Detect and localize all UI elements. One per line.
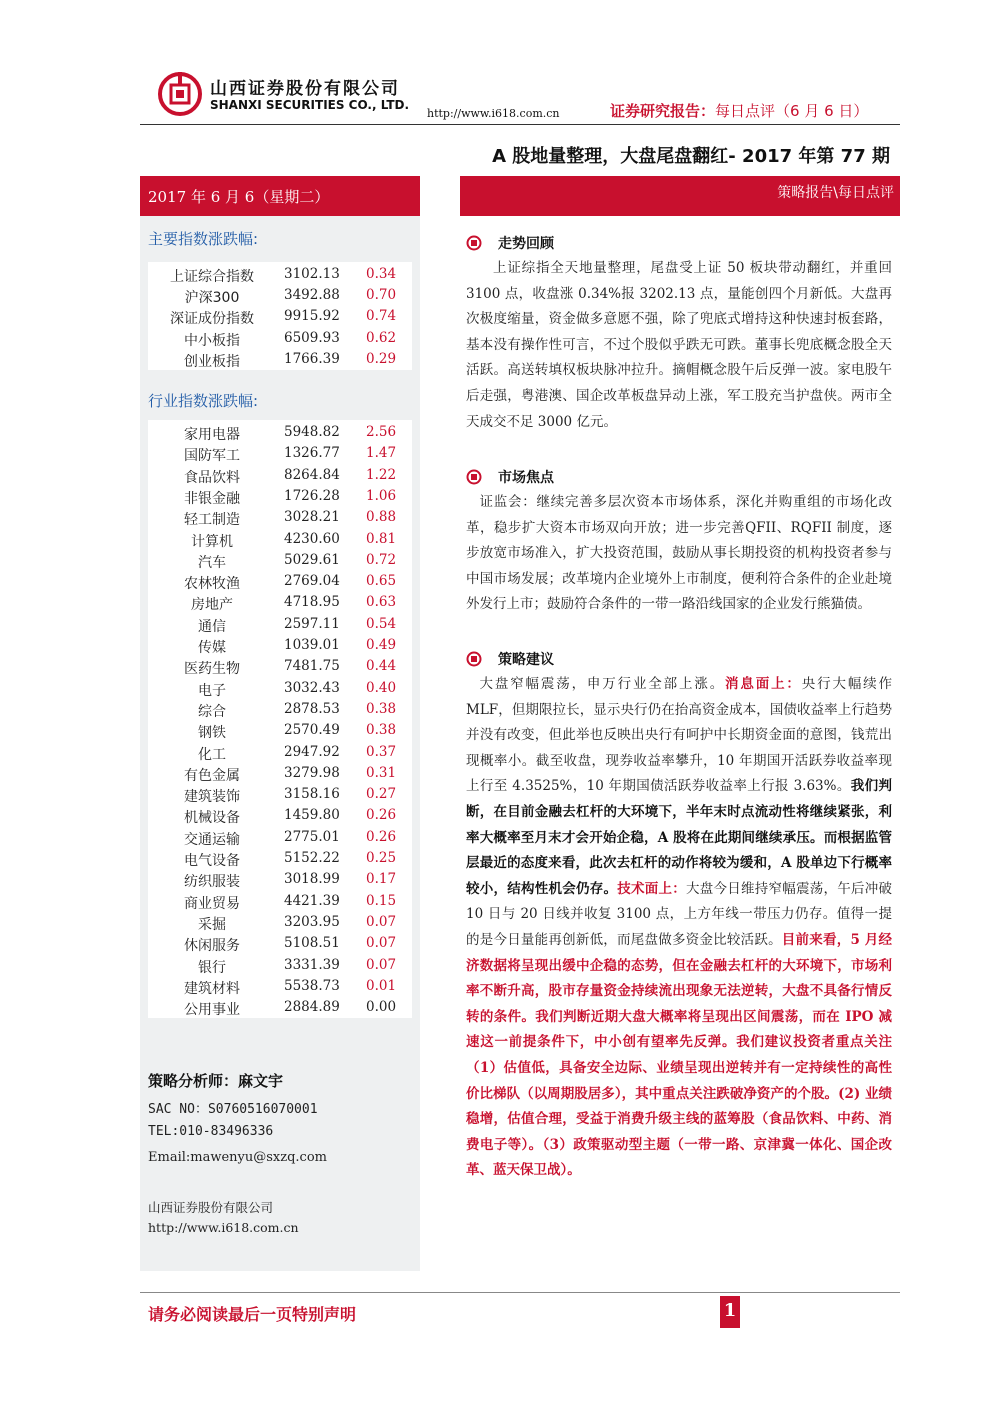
index-name: 沪深300 — [184, 290, 240, 307]
index-value: 1459.80 — [284, 807, 340, 824]
industry-index-label: 行业指数涨跌幅: — [148, 392, 259, 410]
index-name: 计算机 — [191, 533, 233, 550]
section-heading-focus: 市场焦点 — [498, 470, 554, 486]
index-name: 银行 — [198, 959, 226, 976]
company-logo-icon — [158, 72, 202, 116]
index-value: 3032.43 — [284, 679, 340, 696]
industry-index-row — [148, 573, 412, 594]
industry-index-row — [148, 807, 412, 828]
index-change: 0.38 — [366, 722, 397, 739]
section-text-strategy — [466, 672, 892, 1184]
main-index-label: 主要指数涨跌幅: — [148, 230, 259, 248]
industry-index-row — [148, 445, 412, 466]
index-change: 0.62 — [366, 329, 397, 346]
index-value: 3102.13 — [284, 266, 340, 282]
analyst-tel: TEL:010-83496336 — [148, 1124, 274, 1139]
industry-index-row — [148, 786, 412, 807]
industry-index-row — [148, 871, 412, 892]
index-change: 0.49 — [366, 637, 397, 653]
index-value: 3492.88 — [284, 287, 340, 304]
index-change: 0.15 — [366, 892, 397, 909]
index-change: 0.81 — [366, 530, 397, 547]
section-bullet-icon — [466, 235, 482, 251]
industry-index-row — [148, 594, 412, 615]
index-value: 3028.21 — [284, 509, 340, 526]
index-change: 0.01 — [366, 977, 397, 994]
main-index-row — [148, 330, 412, 351]
report-title: A 股地量整理，大盘尾盘翻红- 2017 年第 77 期 — [492, 146, 890, 167]
section-bullet-icon — [466, 651, 482, 667]
strategy-tag: 策略报告\每日点评 — [777, 185, 894, 201]
news-side-label: 消息面上： — [725, 676, 802, 692]
industry-index-row — [148, 467, 412, 488]
index-name: 电子 — [198, 682, 226, 699]
analyst-sac: SAC NO：S0760516070001 — [148, 1102, 318, 1117]
index-value: 9915.92 — [284, 308, 340, 325]
index-value: 5152.22 — [284, 850, 340, 866]
industry-index-row — [148, 552, 412, 573]
index-change: 0.07 — [366, 956, 397, 973]
header-url: http://www.i618.com.cn — [427, 107, 560, 120]
company-name-en: SHANXI SECURITIES CO., LTD. — [210, 98, 410, 112]
footer-company: 山西证券股份有限公司 — [148, 1200, 274, 1215]
section-heading-review: 走势回顾 — [498, 236, 554, 252]
index-value: 6509.93 — [284, 329, 340, 346]
index-change: 0.31 — [366, 764, 397, 781]
index-name: 家用电器 — [184, 427, 240, 443]
index-name: 非银金融 — [184, 490, 240, 507]
footer-divider — [140, 1292, 900, 1293]
index-change: 0.29 — [366, 350, 397, 367]
index-change: 0.26 — [366, 828, 397, 845]
industry-index-row — [148, 722, 412, 743]
report-date: 2017 年 6 月 6（星期二） — [148, 188, 330, 206]
tech-side-text: 大盘今日维持窄幅震荡，午后冲破 10 日与 20 日线并收复 3100 点，上方年线一带压力仍存。值得一提的是今日量能再创新低，而尾盘做多资金比较活跃。 — [466, 880, 892, 948]
index-change: 0.44 — [366, 658, 397, 675]
index-value: 1326.77 — [284, 445, 340, 462]
index-value: 3279.98 — [284, 764, 340, 781]
header-divider — [140, 124, 900, 125]
news-side-text: 央行大幅续作 MLF，但期限拉长，显示央行仍在抬高资金成本，国债收益率上行趋势并没有改变，但此举也反映出央行有呵护中长期资金面的意图，钱荒出现概率小。截至收盘，现券收益率攀升，10 年期国开活跃券收益率现上行至 4.3525%，10 年期国债活跃券收益率上行报 3.63%。 — [466, 676, 893, 795]
index-change: 0.54 — [366, 615, 397, 632]
index-name: 休闲服务 — [184, 938, 240, 955]
industry-index-row — [148, 829, 412, 850]
main-index-row — [148, 351, 412, 372]
index-change: 0.37 — [366, 743, 397, 760]
index-name: 化工 — [198, 746, 226, 763]
index-name: 综合 — [198, 703, 226, 720]
index-change: 0.27 — [366, 786, 397, 803]
index-value: 4230.60 — [284, 530, 340, 547]
section-text-review: 上证综指全天地量整理，尾盘受上证 50 板块带动翻红，并重回 3100 点，收盘涨 0.34%报 3202.13 点，量能创四个月新低。大盘再次极度缩量，资金做多意愿不强，除了兜底式增持这种快速封板套路，基本没有操作性可言，不过个股似乎跌无可跌。董事长兜底概念股全天活跃。高送转填权板块脉冲拉升。摘帽概念股午后反弹一波。家电股午后走强，粤港澳、国企改革板盘异动上涨，军工股充当护盘侠。两市全天成交不足 3000 亿元。 — [466, 260, 892, 430]
industry-index-row — [148, 680, 412, 701]
industry-index-row — [148, 935, 412, 956]
index-change: 0.26 — [366, 807, 397, 824]
index-value: 8264.84 — [284, 466, 340, 483]
report-type — [610, 100, 868, 121]
industry-index-row — [148, 637, 412, 658]
index-value: 3018.99 — [284, 871, 340, 888]
index-value: 2947.92 — [284, 743, 340, 760]
industry-index-row — [148, 999, 412, 1020]
industry-index-row — [148, 744, 412, 765]
index-change: 1.47 — [366, 445, 397, 462]
index-name: 汽车 — [198, 554, 226, 571]
index-name: 采掘 — [198, 916, 226, 933]
index-value: 4718.95 — [284, 594, 340, 611]
index-value: 1766.39 — [284, 350, 340, 367]
index-name: 公用事业 — [184, 1002, 240, 1019]
index-name: 交通运输 — [184, 831, 240, 848]
index-value: 2570.49 — [284, 722, 340, 739]
industry-index-row — [148, 850, 412, 871]
section-text-focus: 证监会：继续完善多层次资本市场体系，深化并购重组的市场化改革，稳步扩大资本市场双向开放；进一步完善QFII、RQFII 制度，逐步放宽市场准入，扩大投资范围，鼓励从事长期投资的机构投资者参与中国市场发展；改革境内企业境外上市制度，便利符合条件的企业赴境外发行上市；鼓励符合条件的一带一路沿线国家的企业发行熊猫债。 — [466, 494, 892, 613]
index-value: 5948.82 — [284, 424, 340, 440]
index-name: 上证综合指数 — [170, 269, 254, 285]
index-name: 农林牧渔 — [184, 576, 240, 593]
index-name: 商业贸易 — [184, 895, 240, 912]
industry-index-table — [148, 420, 412, 1018]
report-type-label: 证券研究报告： — [610, 102, 716, 120]
index-name: 轻工制造 — [184, 512, 240, 529]
index-change: 0.88 — [366, 509, 397, 526]
industry-index-row — [148, 893, 412, 914]
index-name: 建筑材料 — [184, 980, 240, 997]
section-heading-strategy: 策略建议 — [498, 652, 554, 668]
page-number: 1 — [723, 1300, 737, 1321]
index-value: 2769.04 — [284, 573, 340, 590]
index-value: 2884.89 — [284, 999, 340, 1016]
company-name-cn: 山西证券股份有限公司 — [210, 79, 400, 99]
index-change: 0.74 — [366, 308, 397, 325]
index-name: 电气设备 — [184, 853, 240, 869]
index-name: 医药生物 — [184, 661, 240, 678]
analyst-email[interactable]: Email:mawenyu@sxzq.com — [148, 1150, 327, 1165]
industry-index-row — [148, 765, 412, 786]
index-name: 房地产 — [191, 597, 233, 614]
index-value: 5108.51 — [284, 935, 340, 952]
strategy-intro: 大盘窄幅震荡，申万行业全部上涨。 — [479, 676, 726, 692]
disclaimer-text: 请务必阅读最后一页特别声明 — [148, 1305, 357, 1324]
judgment-text: 我们判断，在目前金融去杠杆的大环境下，半年末时点流动性将继续紧张，利率大概率至月末才会开始企稳，A 股将在此期间继续承压。而根据监管层最近的态度来看，此次去杠杆的动作将较为缓和，A 股单边下行概率较小，结构性机会仍存。 — [466, 778, 892, 897]
index-name: 建筑装饰 — [184, 789, 240, 806]
analyst-name: 策略分析师：麻文宇 — [148, 1072, 284, 1090]
index-value: 2597.11 — [284, 615, 340, 632]
main-index-row — [148, 266, 412, 287]
index-change: 0.00 — [366, 999, 397, 1016]
industry-index-row — [148, 616, 412, 637]
industry-index-row — [148, 701, 412, 722]
main-index-row — [148, 308, 412, 329]
index-value: 1039.01 — [284, 637, 340, 653]
index-change: 2.56 — [366, 424, 397, 440]
index-change: 0.40 — [366, 679, 397, 696]
industry-index-row — [148, 488, 412, 509]
index-change: 0.17 — [366, 871, 397, 888]
industry-index-row — [148, 424, 412, 445]
industry-index-row — [148, 914, 412, 935]
index-change: 0.63 — [366, 594, 397, 611]
index-value: 3158.16 — [284, 786, 340, 803]
footer-url[interactable]: http://www.i618.com.cn — [148, 1220, 299, 1235]
index-name: 深证成份指数 — [170, 311, 254, 328]
industry-index-row — [148, 978, 412, 999]
index-name: 传媒 — [198, 640, 226, 656]
index-change: 0.38 — [366, 700, 397, 717]
main-index-row — [148, 287, 412, 308]
index-value: 7481.75 — [284, 658, 340, 675]
section-bullet-icon — [466, 469, 482, 485]
index-change: 1.06 — [366, 487, 397, 504]
index-value: 1726.28 — [284, 487, 340, 504]
index-name: 纺织服装 — [184, 874, 240, 891]
index-name: 机械设备 — [184, 810, 240, 827]
main-index-table — [148, 262, 412, 370]
index-name: 中小板指 — [184, 332, 240, 349]
index-change: 0.25 — [366, 850, 397, 866]
index-value: 3203.95 — [284, 913, 340, 930]
index-name: 创业板指 — [184, 353, 240, 370]
index-value: 4421.39 — [284, 892, 340, 909]
industry-index-row — [148, 957, 412, 978]
report-type-sub: 每日点评（6 月 6 日） — [715, 102, 869, 120]
index-name: 食品饮料 — [184, 469, 240, 486]
index-change: 1.22 — [366, 466, 397, 483]
index-name: 通信 — [198, 618, 226, 635]
industry-index-row — [148, 531, 412, 552]
index-value: 2775.01 — [284, 828, 340, 845]
index-value: 5029.61 — [284, 551, 340, 568]
tech-side-label: 技术面上： — [617, 880, 686, 897]
industry-index-row — [148, 658, 412, 679]
index-change: 0.07 — [366, 935, 397, 952]
index-name: 有色金属 — [184, 767, 240, 784]
index-change: 0.34 — [366, 266, 397, 282]
index-change: 0.65 — [366, 573, 397, 590]
index-value: 3331.39 — [284, 956, 340, 973]
index-change: 0.07 — [366, 913, 397, 930]
outlook-text: 目前来看，5 月经济数据将呈现出缓中企稳的态势，但在金融去杠杆的大环境下，市场利率不断升高，股市存量资金持续流出现象无法逆转，大盘不具备行情反转的条件。我们判断近期大盘大概率将呈现出区间震荡，而在 IPO 减速这一前提条件下，中小创有望率先反弹。我们建议投资者重点关注（1）估值低，具备安全边际、业绩呈现出逆转并有一定持续性的高性价比梯队（以周期股居多），其中重点关注跌破净资产的个股。(2) 业绩稳增，估值合理，受益于消费升级主线的蓝筹股（食品饮料、中药、消费电子等）。（3）政策驱动型主题（一带一路、京津冀一体化、国企改革、蓝天保卫战）。 — [466, 931, 893, 1179]
industry-index-row — [148, 509, 412, 530]
index-name: 钢铁 — [198, 725, 226, 742]
index-change: 0.70 — [366, 287, 397, 304]
index-change: 0.72 — [366, 551, 397, 568]
index-value: 2878.53 — [284, 700, 340, 717]
index-name: 国防军工 — [184, 448, 240, 465]
index-value: 5538.73 — [284, 977, 340, 994]
